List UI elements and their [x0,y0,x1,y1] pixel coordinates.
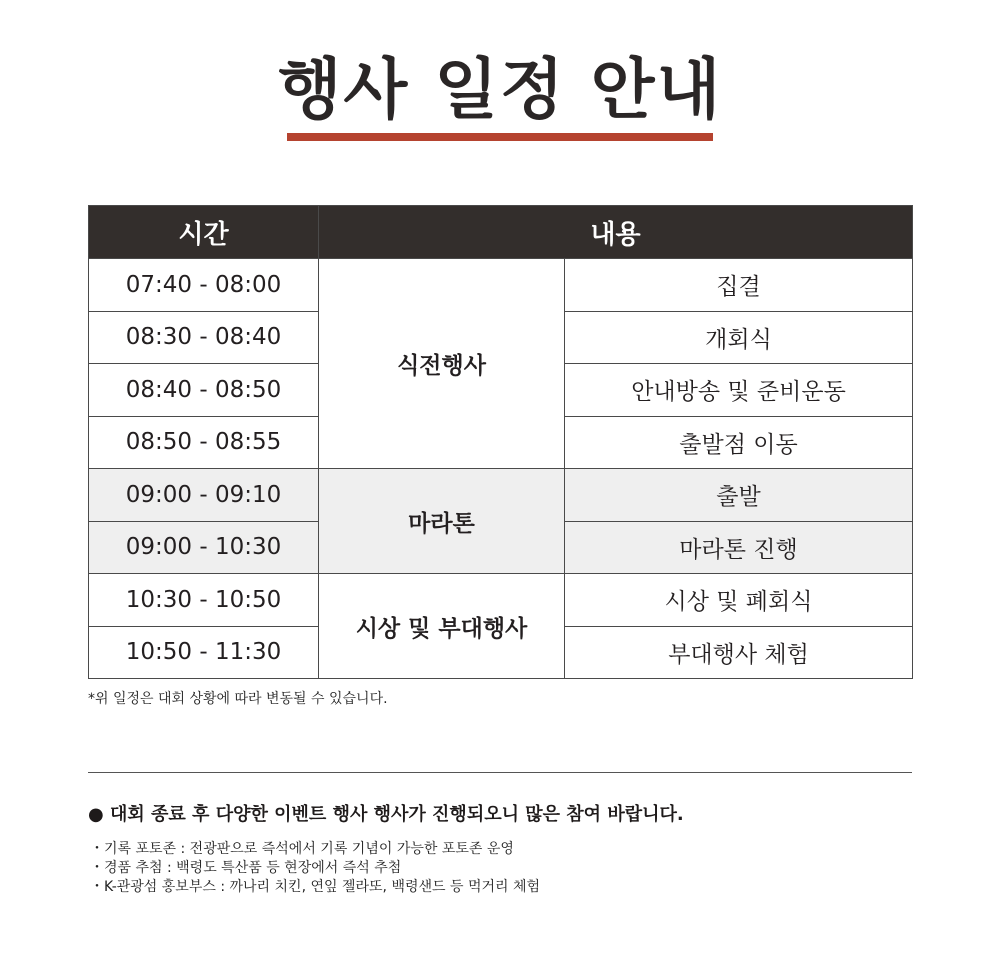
section-divider [88,772,912,773]
list-item: ・K-관광섬 홍보부스 : 까나리 치킨, 연잎 젤라또, 백령샌드 등 먹거리 체험 [90,879,541,895]
table-row [89,259,913,312]
page-title: 행사 일정 안내 [277,51,723,128]
category-cell: 식전행사 [319,259,565,469]
time-cell: 07:40 - 08:00 [89,259,319,312]
list-item: ・경품 추첨 : 백령도 특산품 등 현장에서 즉석 추첨 [90,860,402,876]
category-cell: 시상 및 부대행사 [319,574,565,679]
schedule-table [88,205,913,679]
time-cell: 08:30 - 08:40 [89,311,319,364]
event-list [90,840,540,897]
header-time: 시간 [89,206,319,259]
title-underline [287,133,713,141]
time-cell: 08:40 - 08:50 [89,364,319,417]
content-cell: 출발점 이동 [565,416,913,469]
time-cell: 10:30 - 10:50 [89,574,319,627]
content-cell: 부대행사 체험 [565,626,913,679]
schedule-note: *위 일정은 대회 상황에 따라 변동될 수 있습니다. [88,691,388,707]
content-cell: 집결 [565,259,913,312]
time-cell: 09:00 - 09:10 [89,469,319,522]
time-cell: 08:50 - 08:55 [89,416,319,469]
table-row [89,574,913,627]
list-item: ・기록 포토존 : 전광판으로 즉석에서 기록 기념이 가능한 포토존 운영 [90,841,514,857]
table-row [89,469,913,522]
time-cell: 10:50 - 11:30 [89,626,319,679]
content-cell: 안내방송 및 준비운동 [565,364,913,417]
content-cell: 시상 및 폐회식 [565,574,913,627]
content-cell: 개회식 [565,311,913,364]
category-cell: 마라톤 [319,469,565,574]
content-cell: 출발 [565,469,913,522]
event-notice: ● 대회 종료 후 다양한 이벤트 행사 행사가 진행되오니 많은 참여 바랍니다. [88,804,684,825]
time-cell: 09:00 - 10:30 [89,521,319,574]
table-header-row [89,206,913,259]
header-content: 내용 [319,206,913,259]
content-cell: 마라톤 진행 [565,521,913,574]
